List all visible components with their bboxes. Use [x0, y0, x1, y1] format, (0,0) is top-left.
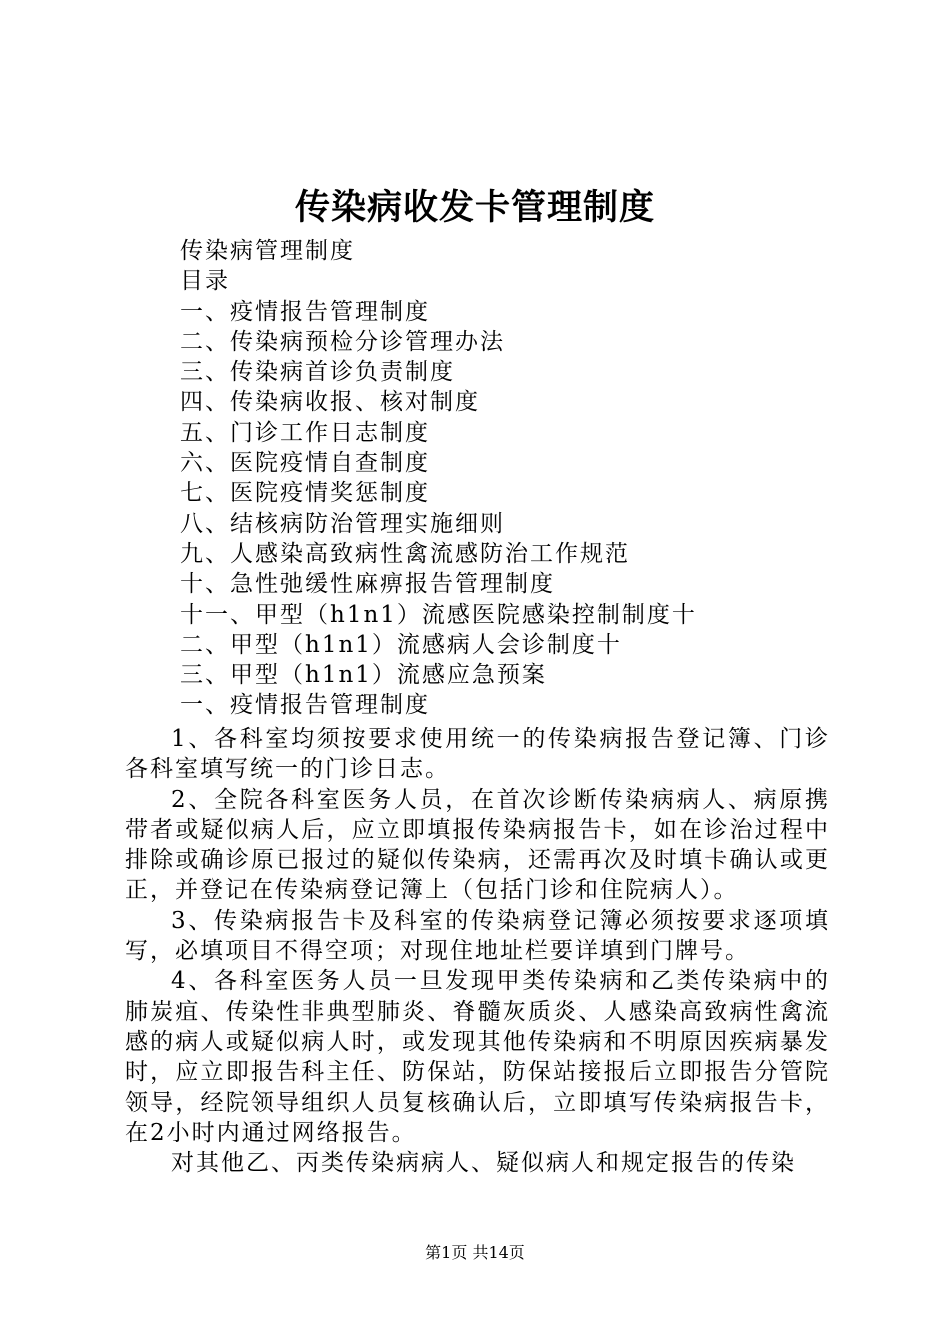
toc-line: 十一、甲型（h1n1）流感医院感染控制制度十 [180, 601, 697, 628]
toc-line: 目录 [180, 268, 230, 295]
toc-line: 二、甲型（h1n1）流感病人会诊制度十 [180, 631, 622, 658]
paragraph: 对其他乙、丙类传染病病人、疑似病人和规定报告的传染 [171, 1150, 796, 1177]
document-title: 传染病收发卡管理制度 [294, 187, 655, 228]
toc-line: 传染病管理制度 [180, 238, 355, 264]
toc-line: 九、人感染高致病性禽流感防治工作规范 [180, 540, 630, 567]
toc-line: 四、传染病收报、核对制度 [180, 389, 480, 416]
toc-line: 五、门诊工作日志制度 [180, 419, 430, 446]
table-of-contents [180, 236, 880, 721]
paragraph: 1、各科室均须按要求使用统一的传染病报告登记簿、门诊各科室填写统一的门诊日志。 [125, 726, 830, 783]
section-heading: 一、疫情报告管理制度 [180, 692, 430, 719]
toc-line: 七、医院疫情奖惩制度 [180, 480, 430, 507]
toc-line: 六、医院疫情自查制度 [180, 450, 430, 477]
toc-line: 十、急性弛缓性麻痹报告管理制度 [180, 571, 555, 598]
page-footer: 第1页 共14页 [425, 1243, 525, 1262]
toc-line: 三、传染病首诊负责制度 [180, 359, 455, 386]
toc-line: 一、疫情报告管理制度 [180, 298, 430, 325]
toc-line: 二、传染病预检分诊管理办法 [180, 328, 505, 355]
paragraph: 2、全院各科室医务人员，在首次诊断传染病病人、病原携带者或疑似病人后，应立即填报传染病报告卡，如在诊治过程中排除或确诊原已报过的疑似传染病，还需再次及时填卡确认或更正，并登记在传染病登记簿上（包括门诊和住院病人）。 [125, 786, 830, 904]
paragraph: 3、传染病报告卡及科室的传染病登记簿必须按要求逐项填写，必填项目不得空项；对现住地址栏要详填到门牌号。 [125, 907, 830, 965]
paragraph: 4、各科室医务人员一旦发现甲类传染病和乙类传染病中的肺炭疽、传染性非典型肺炎、脊髓灰质炎、人感染高致病性禽流感的病人或疑似病人时，或发现其他传染病和不明原因疾病暴发时，应立即报告科主任、防保站，防保站接报后立即报告分管院领导，经院领导组织人员复核确认后，立即填写传染病报告卡，在2小时内通过网络报告。 [125, 968, 830, 1146]
toc-line: 八、结核病防治管理实施细则 [180, 510, 505, 537]
body-text [125, 724, 830, 1178]
toc-line: 三、甲型（h1n1）流感应急预案 [180, 662, 547, 689]
